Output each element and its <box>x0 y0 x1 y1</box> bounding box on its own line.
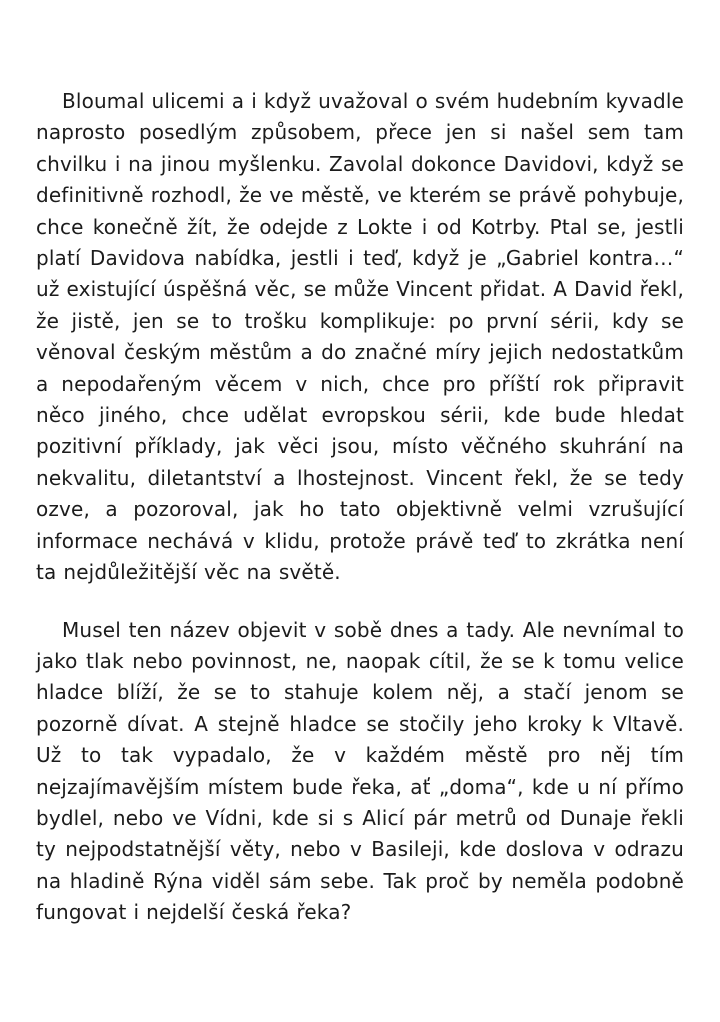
document-page <box>36 86 684 929</box>
paragraph-2: Musel ten název objevit v sobě dnes a tady. Ale nevnímal to jako tlak nebo povinnost, ne, naopak cítil, že se k tomu velice hladce blíží, že se to stahuje kolem něj, a stačí jenom se pozorně dívat. A stejně hladce se stočily jeho kroky k Vltavě. Už to tak vypadalo, že v každém městě pro něj tím nejzajímavějším místem bude řeka, ať „doma“, kde u ní přímo bydlel, nebo ve Vídni, kde si s Alicí pár metrů od Dunaje řekli ty nejpodstatnější věty, nebo v Basileji, kde doslova v odrazu na hladině Rýna viděl sám sebe. Tak proč by neměla podobně fungovat i nejdelší česká řeka? <box>36 617 684 925</box>
paragraph-1: Bloumal ulicemi a i když uvažoval o svém hudebním kyvadle naprosto posedlým způsobem, přece jen si našel sem tam chvilku i na jinou myšlenku. Zavolal dokonce Davidovi, když se definitivně rozhodl, že ve městě, ve kterém se právě pohybuje, chce konečně žít, že odejde z Lokte i od Kotrby. Ptal se, jestli platí Davidova nabídka, jestli i teď, když je „Gabriel kontra…“ už existující úspěšná věc, se může Vincent přidat. A David řekl, že jistě, jen se to trošku komplikuje: po první sérii, kdy se věnoval českým městům a do značné míry jejich nedostatkům a nepodařeným věcem v nich, chce pro příští rok připravit něco jiného, chce udělat evropskou sérii, kde bude hledat pozitivní příklady, jak věci jsou, místo věčného skuhrání na nekvalitu, diletantství a lhostejnost. Vincent řekl, že se tedy ozve, a pozoroval, jak ho tato objektivně velmi vzrušující informace nechává v klidu, protože právě teď to zkrátka není ta nejdůležitější věc na světě. <box>36 89 684 585</box>
